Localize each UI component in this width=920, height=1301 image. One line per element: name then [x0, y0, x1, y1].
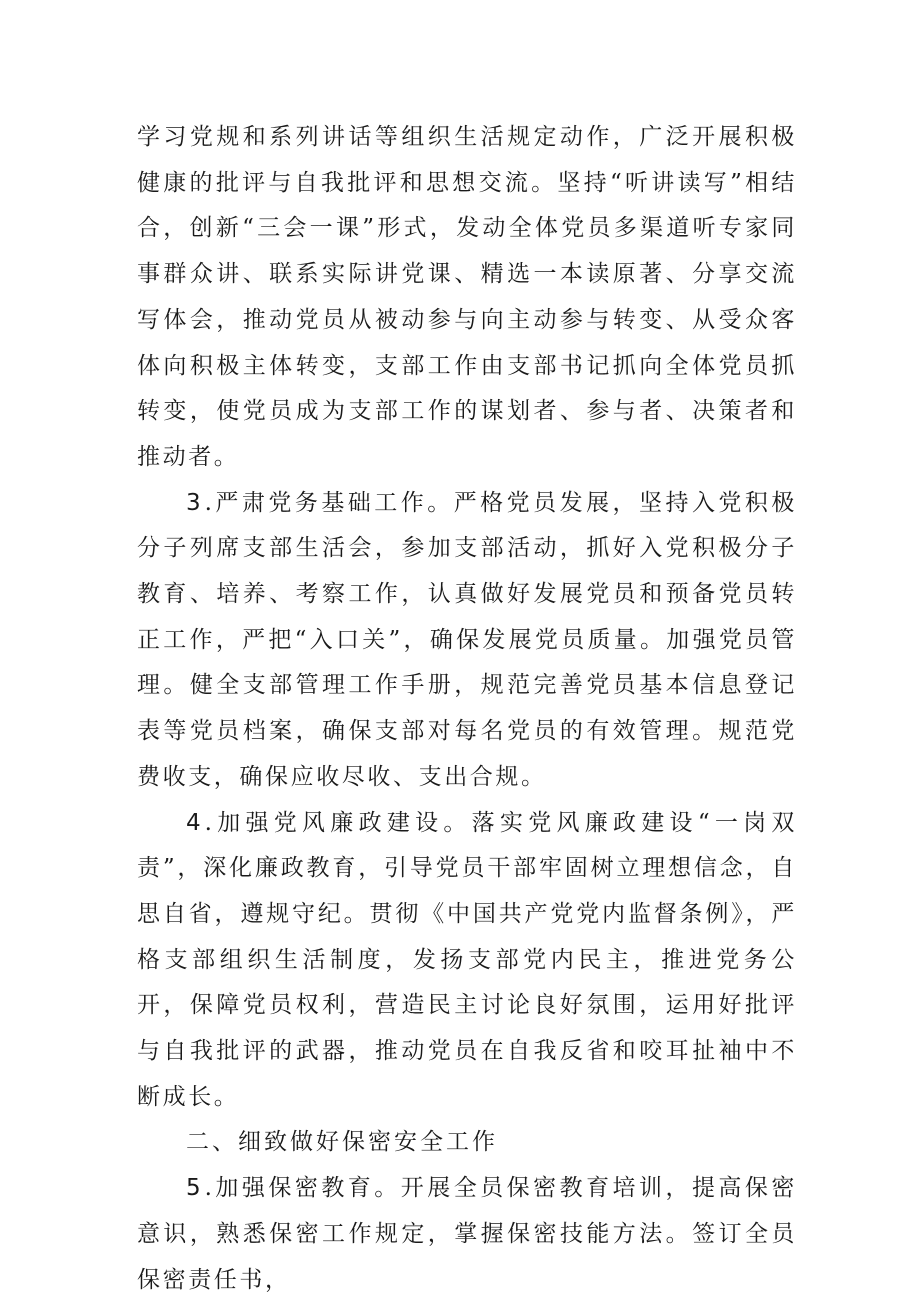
paragraph-text: .严肃党务基础工作。严格党员发展，坚持入党积极分子列席支部生活会，参加支部活动，抓好入党积极分子教育、培养、考察工作，认真做好发展党员和预备党员转正工作，严把“入口关”，确保发展党员质量。加强党员管理。健全支部管理工作手册，规范完善党员基本信息登记表等党员档案，确保支部对每名党员的有效管理。规范党费收支，确保应收尽收、支出合规。	[137, 489, 797, 790]
paragraph-text: .加强保密教育。开展全员保密教育培训，提高保密意识，熟悉保密工作规定，掌握保密技能方法。签订全员保密责任书，	[137, 1175, 797, 1293]
section-heading	[137, 1120, 797, 1166]
paragraph-number: 5	[186, 1175, 205, 1202]
paragraph-item-5	[137, 1166, 797, 1301]
paragraph-text: 学习党规和系列讲话等组织生活规定动作，广泛开展积极健康的批评与自我批评和思想交流。坚持“听讲读写”相结合，创新“三会一课”形式，发动全体党员多渠道听专家同事群众讲、联系实际讲党课、精选一本读原著、分享交流写体会，推动党员从被动参与向主动参与转变、从受众客体向积极主体转变，支部工作由支部书记抓向全体党员抓转变，使党员成为支部工作的谋划者、参与者、决策者和推动者。	[137, 124, 797, 470]
paragraph-item-3	[137, 481, 797, 801]
section-heading-text: 二、细致做好保密安全工作	[186, 1129, 498, 1156]
paragraph-continuation	[137, 115, 797, 481]
paragraph-number: 3	[186, 489, 205, 516]
document-body	[137, 115, 797, 1301]
paragraph-text: .加强党风廉政建设。落实党风廉政建设“一岗双责”，深化廉政教育，引导党员干部牢固树立理想信念，自思自省，遵规守纪。贯彻《中国共产党党内监督条例》，严格支部组织生活制度，发扬支部党内民主，推进党务公开，保障党员权利，营造民主讨论良好氛围，运用好批评与自我批评的武器，推动党员在自我反省和咬耳扯袖中不断成长。	[137, 809, 797, 1110]
paragraph-item-4	[137, 801, 797, 1121]
paragraph-number: 4	[186, 809, 205, 836]
